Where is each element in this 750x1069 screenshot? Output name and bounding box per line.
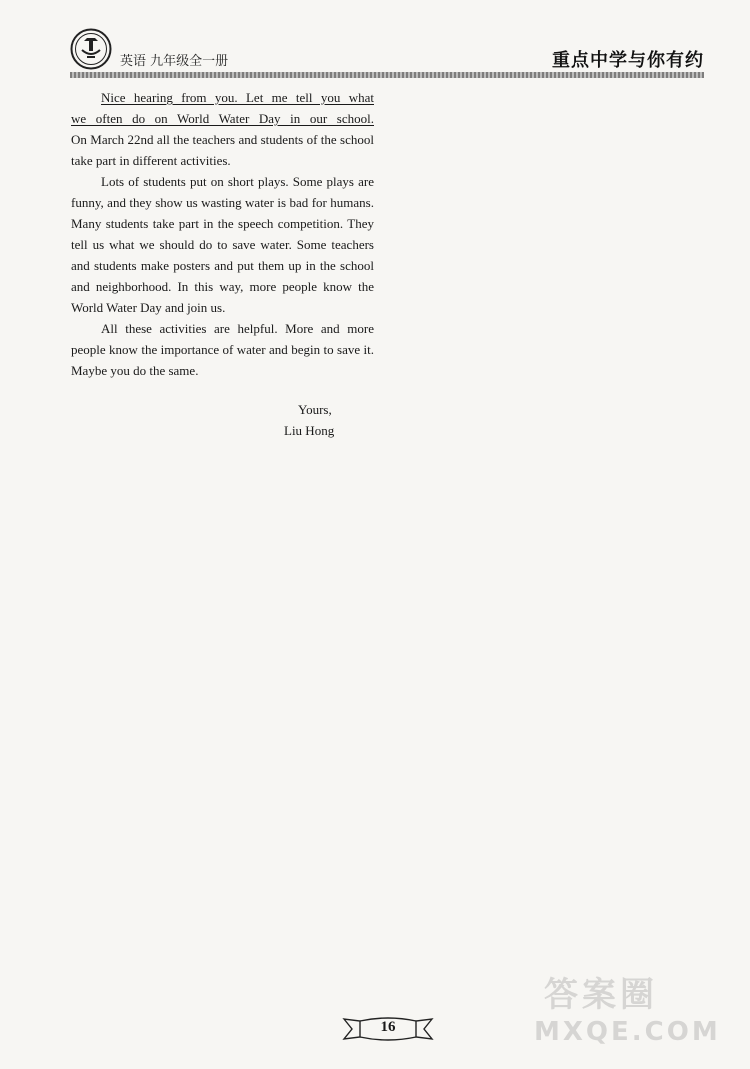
page-header <box>0 0 750 90</box>
watermark-logo <box>534 967 734 1057</box>
watermark-top-text: 答案圈 <box>544 975 658 1015</box>
letter-line-2: we often do on World Water Day in our school. <box>71 111 374 126</box>
book-title: 英语 九年级全一册 <box>120 54 229 69</box>
header-slogan: 重点中学与你有约 <box>552 50 704 71</box>
letter-paragraph-1-rest: On March 22nd all the teachers and students of the school take part in different activities. <box>71 132 374 168</box>
header-divider <box>70 72 704 78</box>
letter-paragraph-3: All these activities are helpful. More and more people know the importance of water and begin to save it. Maybe you do the same. <box>71 321 374 378</box>
letter-body <box>71 87 374 381</box>
page-number: 16 <box>380 1019 396 1035</box>
letter-line-1: Nice hearing from you. Let me tell you what <box>101 90 374 105</box>
letter-closing: Yours, <box>298 402 332 417</box>
school-emblem-icon <box>70 28 112 70</box>
letter-paragraph-2: Lots of students put on short plays. Some plays are funny, and they show us wasting water is bad for humans. Many students take part in the speech competition. They tell us what we should do to save water. Some teachers and students make posters and put them up in the school and neighborhood. In this way, more people know the World Water Day and join us. <box>71 174 374 315</box>
page-number-badge <box>340 1015 436 1043</box>
watermark-bottom-text: MXQE.COM <box>534 1017 721 1047</box>
letter-signature: Liu Hong <box>284 423 335 438</box>
